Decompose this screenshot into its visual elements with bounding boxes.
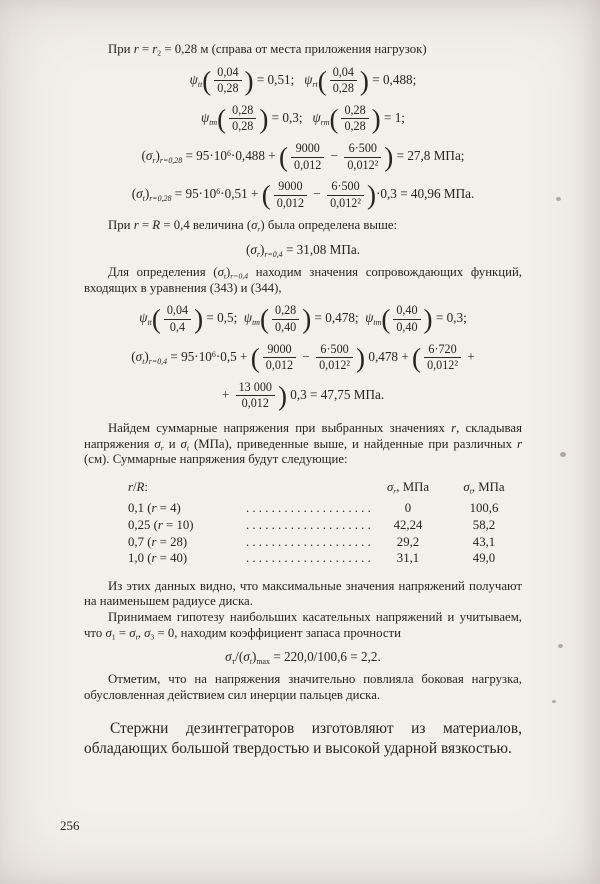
math-token: σ <box>386 479 394 494</box>
math-token: t <box>142 194 145 204</box>
math-token: σ <box>105 625 112 640</box>
math-token <box>393 304 420 334</box>
math-token: 0,012² <box>319 358 351 373</box>
math-token: = 0,3; <box>432 310 467 326</box>
math-token: r <box>152 155 156 165</box>
math-token: 0,3 = 47,75 МПа. <box>286 386 385 402</box>
math-token: σ <box>251 218 258 233</box>
math-token: = 0, находим коэффициент запаса прочности <box>154 625 401 640</box>
math-token: 0,28 <box>229 104 256 120</box>
table-row-label <box>128 534 246 551</box>
math-token: Стержни дезинтеграторов изготовляют из материалов, обладающих большой твердостью и высокой ударной вязкостью. <box>84 719 526 757</box>
math-token: σ <box>135 348 143 364</box>
math-token: = 28) <box>156 534 188 549</box>
math-token: t <box>469 486 472 496</box>
math-token <box>214 66 241 96</box>
math-token: Принимаем гипотезу наибольших касательных напряжений и учитываем, что <box>84 610 526 640</box>
math-token <box>291 142 324 172</box>
table-cell-sigma-r: 0 <box>404 501 412 516</box>
math-token: 0,012² <box>347 157 379 172</box>
math-token: r <box>152 42 158 56</box>
math-token: 6 <box>226 148 231 158</box>
math-token: = 0,4 величина ( <box>160 218 252 233</box>
math-token: ( <box>141 148 146 164</box>
math-token: / <box>132 479 137 494</box>
math-token: = 0,478; <box>311 310 366 326</box>
math-token: 0,04 <box>164 304 191 320</box>
math-token: ) <box>226 265 231 280</box>
math-token: 6·500 <box>344 142 381 158</box>
paragraph-max-stress-conclusion <box>84 578 526 610</box>
table-row <box>128 534 524 551</box>
math-token: ) <box>155 148 160 164</box>
equation-sigma-t-04-line1: $(\sigma_t)_{r=0,4} = 95\cdot 10^6\cdot 0,5$ + ( $\frac{9000}{0,012}$ − $\frac{6\cdot 500}{\text{0,012²}}$ ) 0,478 + ( $\frac{6\cdot 720}{\text{0,012²}}$ + <box>131 341 475 373</box>
math-token <box>236 381 275 411</box>
table-cell-sigma-t: 58,2 <box>472 518 496 532</box>
math-token <box>229 104 256 134</box>
math-token: tt <box>147 318 152 328</box>
math-token: , МПа <box>471 479 505 494</box>
math-token: = 95·10 <box>171 186 217 202</box>
math-token: Из этих данных видно, что максимальные значения напряжений получают на наименьшем радиусе диска. <box>84 578 526 609</box>
math-token: r <box>257 225 261 235</box>
table-cell-sigma-r: 29,2 <box>396 534 420 549</box>
math-token: ·0,488 + <box>230 148 280 164</box>
math-token: 0,012 <box>276 195 305 210</box>
math-token: t <box>249 657 252 667</box>
math-token: 13 000 <box>236 381 275 397</box>
math-token: rm <box>320 117 330 127</box>
math-token: + <box>463 348 475 364</box>
table-header-sigma-t <box>444 479 524 496</box>
math-token: t <box>142 356 145 366</box>
math-token: − <box>327 148 342 164</box>
math-token: R <box>136 479 145 494</box>
math-token: σ <box>136 186 143 202</box>
table-row-leaders: . . . . . . . . . . . . . . . . . . . . <box>246 518 371 532</box>
math-token: 0,40 <box>396 319 418 334</box>
table-row <box>128 500 524 517</box>
paragraph-hypothesis <box>84 610 526 642</box>
math-token: σ <box>129 625 136 640</box>
math-token: ·0,3 = 40,96 МПа. <box>376 186 475 202</box>
math-token: Найдем суммарные напряжения при выбранных значениях <box>108 420 452 435</box>
math-token: tm <box>373 318 382 328</box>
math-token: 6·500 <box>327 180 364 196</box>
math-token: r=0,28 <box>149 194 172 204</box>
math-token: ψ <box>304 71 313 87</box>
math-token: 0,28 <box>332 81 354 96</box>
math-token <box>341 104 368 134</box>
table-row-leaders: . . . . . . . . . . . . . . . . . . . . <box>246 501 371 516</box>
math-token: ψ <box>201 109 210 125</box>
math-token: rt <box>312 79 318 89</box>
math-token: = 0,5; <box>203 310 244 326</box>
math-token: 0,04 <box>214 66 241 82</box>
math-token: 0,012² <box>427 358 458 373</box>
math-token: , <box>137 625 145 640</box>
math-token <box>274 180 307 210</box>
table-row-label <box>128 500 246 517</box>
table-row-leaders: . . . . . . . . . . . . . . . . . . . . <box>246 534 371 549</box>
math-token: 0,4 <box>169 319 186 334</box>
math-token: σ <box>145 148 153 164</box>
math-token: r <box>151 501 157 516</box>
page-number: 256 <box>60 818 80 833</box>
math-token: r <box>517 436 522 451</box>
math-token: Отметим, что на напряжения значительно повлияла боковая нагрузка, обусловленная действием сил инерции пальцев диска. <box>84 672 526 703</box>
equation-sigma-r-028: $(\sigma_r)_{r=0,28} = 95\cdot 10^6\cdot 0,488$ + ( $\frac{9000}{0,012}$ − $\frac{6\cdot 500}{\text{0,012²}}$ ) = 27,8 МПа; <box>141 140 465 173</box>
math-token: = <box>138 218 153 233</box>
math-token: ) <box>144 186 150 202</box>
paragraph-summary-intro <box>84 420 526 468</box>
math-token: = <box>138 42 153 56</box>
math-token: 0,25 ( <box>128 518 158 532</box>
equation-sigma-t-028: $(\sigma_t)_{r=0,28} = 95\cdot 10^6\cdot 0,51$ + ( $\frac{9000}{0,012}$ − $\frac{6\cdot 500}{\text{0,012²}}$ )·0,3 = 40,96 МПа. <box>131 179 475 211</box>
math-token <box>263 343 296 373</box>
math-token: 3 <box>150 632 155 642</box>
math-token: t <box>223 271 227 281</box>
math-token: tt <box>197 79 203 89</box>
paragraph-determination <box>84 265 526 296</box>
math-token: ψ <box>243 310 253 326</box>
math-token: R <box>152 218 161 233</box>
scan-artifact <box>558 644 563 648</box>
math-token: r <box>128 479 133 494</box>
math-token: r <box>151 534 157 549</box>
math-token: = 95·10 <box>182 148 227 164</box>
math-token: 1,0 ( <box>128 551 152 566</box>
math-token: = 0,488; <box>368 71 417 87</box>
math-token: max <box>256 657 270 667</box>
math-token: σ <box>463 479 470 494</box>
math-token: находим значения сопровождающих функций, входящих в уравнения (343) и (344), <box>84 265 526 295</box>
math-token: 0,012 <box>265 358 294 373</box>
math-token: σ <box>250 241 257 257</box>
math-token: r <box>160 443 164 453</box>
paragraph-section-intro <box>84 719 526 759</box>
table-header-sigma-r <box>372 479 444 496</box>
math-token: 6·720 <box>424 343 461 359</box>
table-row <box>128 517 524 534</box>
stress-table-header-row <box>128 479 524 496</box>
equation-psi-group-2: $\psi_{tm}$( $\frac{0,28}{0,28}$ ) = 0,3; $\psi_{rm}$( $\frac{0,28}{0,28}$ ) = 1; <box>201 102 405 134</box>
equation-psi-group-1: $\psi_{tt}$( $\frac{0,04}{0,28}$ ) = 0,51; $\psi_{rt}$( $\frac{0,04}{0,28}$ ) = 0,488; <box>189 64 417 96</box>
math-token: т <box>231 657 236 667</box>
math-token: ψ <box>139 310 148 326</box>
equation-safety-factor <box>84 649 522 667</box>
table-row-leaders: . . . . . . . . . . . . . . . . . . . . <box>246 551 371 566</box>
math-token: t <box>135 632 138 642</box>
stress-table <box>128 479 524 567</box>
math-token: = 40) <box>156 551 188 566</box>
math-token <box>344 142 381 172</box>
math-token: 1 <box>111 632 116 642</box>
math-token <box>424 343 461 373</box>
math-token: = 31,08 МПа. <box>282 241 361 257</box>
math-token: При <box>108 42 134 56</box>
math-token: 0,28 <box>341 104 368 120</box>
math-token: ( <box>245 241 251 257</box>
math-token: 0,7 ( <box>128 534 152 549</box>
equation-sigma-t-04-line2: + $\frac{13 000}{0,012}$ ) 0,3 = 47,75 МПа. <box>221 379 385 411</box>
math-token: 0,04 <box>330 66 357 82</box>
math-token: − <box>299 348 314 364</box>
equation-psi-group-3: $\psi_{tt}$( $\frac{0,04}{0,4}$ ) = 0,5; $\psi_{tm}$( $\frac{0,28}{0,40}$ ) = 0,478; $\psi_{tm}$( $\frac{0,40}{0,40}$ ) = 0,3; <box>139 303 467 335</box>
math-token: ) <box>259 241 265 257</box>
scan-artifact <box>560 452 566 457</box>
scan-artifact <box>556 197 561 201</box>
math-token: ) была определена выше: <box>260 218 398 233</box>
math-token: (см). Суммарные напряжения будут следующие: <box>84 436 526 467</box>
math-token: = <box>115 625 130 640</box>
math-token: 9000 <box>291 142 324 158</box>
math-token <box>330 66 357 96</box>
math-token: r <box>133 42 139 56</box>
math-token: 0,012² <box>330 195 361 210</box>
math-token: t <box>186 443 189 453</box>
math-token: = 1; <box>380 109 405 125</box>
math-token: = 4) <box>156 501 181 516</box>
math-token: tm <box>209 117 218 127</box>
math-token: ψ <box>365 310 374 326</box>
table-cell-sigma-t: 49,0 <box>472 551 496 566</box>
math-token: ) <box>251 649 257 665</box>
table-cell-sigma-r: 31,1 <box>396 551 420 566</box>
math-token: 0,28 <box>217 81 239 96</box>
math-token: σ <box>217 265 224 280</box>
math-token <box>272 304 299 334</box>
math-token: = 0,28 м (справа от места приложения нагрузок) <box>161 42 427 56</box>
paragraph-side-load-note <box>84 672 526 703</box>
math-token: 9000 <box>274 180 307 196</box>
math-token: = 27,8 МПа; <box>393 148 465 164</box>
math-token: σ <box>180 436 187 451</box>
math-token: и <box>163 436 181 451</box>
table-header-ratio <box>128 479 246 496</box>
math-token: = 10) <box>162 518 194 532</box>
table-row <box>128 550 524 567</box>
math-token: /( <box>235 649 244 665</box>
math-token: σ <box>225 649 232 665</box>
math-token: Для определения ( <box>108 265 218 280</box>
math-token: = 0,3; <box>268 109 313 125</box>
math-token: 0,012 <box>294 157 322 172</box>
math-token: r <box>393 486 397 496</box>
math-token: r=0,4 <box>264 249 283 259</box>
math-token: 6 <box>216 186 221 196</box>
math-token: = 95·10 <box>167 348 212 364</box>
math-token: 0,28 <box>232 119 254 134</box>
math-token: 0,28 <box>344 119 366 134</box>
math-token: ( <box>131 186 137 202</box>
math-token: 2 <box>157 48 162 58</box>
math-token: − <box>310 186 325 202</box>
math-token: ·0,5 + <box>215 348 251 364</box>
math-token: ψ <box>189 71 198 87</box>
paragraph-r-04 <box>84 218 522 234</box>
table-cell-sigma-t: 43,1 <box>472 534 496 549</box>
math-token: ψ <box>312 109 321 125</box>
math-token: r <box>256 249 260 259</box>
math-token <box>327 180 364 210</box>
math-token: ( <box>131 348 136 364</box>
table-cell-sigma-t: 100,6 <box>469 501 499 516</box>
table-row-label <box>128 517 246 534</box>
math-token: r=0,28 <box>159 155 183 165</box>
math-token: r=0,4 <box>230 271 249 281</box>
math-token: 6 <box>211 349 216 359</box>
math-token: (МПа), приведенные выше, и найденные при различных <box>188 436 518 451</box>
math-token <box>316 343 353 373</box>
math-token: r <box>157 518 163 532</box>
math-token: ·0,51 + <box>220 186 262 202</box>
table-cell-sigma-r: 42,24 <box>393 518 423 532</box>
math-token: σ <box>243 649 250 665</box>
math-token: σ <box>154 436 161 451</box>
math-token: 0,40 <box>393 304 420 320</box>
math-token: : <box>144 479 148 494</box>
equation-sigma-r-04 <box>84 242 522 257</box>
math-token: + <box>221 386 233 402</box>
math-token: 0,40 <box>275 319 297 334</box>
math-token: 0,478 + <box>365 348 413 364</box>
table-row-label <box>128 550 246 567</box>
math-token: r=0,4 <box>148 356 168 366</box>
math-token: r <box>133 218 139 233</box>
math-token: tm <box>252 318 260 328</box>
math-token: = 0,51; <box>253 71 305 87</box>
math-token: 0,1 ( <box>128 501 152 516</box>
scan-artifact <box>552 700 556 703</box>
math-token: r <box>451 420 457 435</box>
page-content <box>84 42 526 759</box>
math-token: 0,012 <box>241 396 269 411</box>
math-token: 9000 <box>263 343 296 359</box>
math-token: σ <box>144 625 151 640</box>
math-token <box>164 304 191 334</box>
math-token: 0,28 <box>272 304 299 320</box>
math-token: ) <box>144 348 149 364</box>
math-token: 6·500 <box>316 343 353 359</box>
math-token: = 220,0/100,6 = 2,2. <box>269 649 381 665</box>
math-token: r <box>151 551 157 566</box>
math-token: , складывая напряжения <box>84 420 526 451</box>
math-token: , МПа <box>396 479 429 494</box>
math-token: При <box>108 218 134 233</box>
paragraph-load-position <box>84 42 522 58</box>
